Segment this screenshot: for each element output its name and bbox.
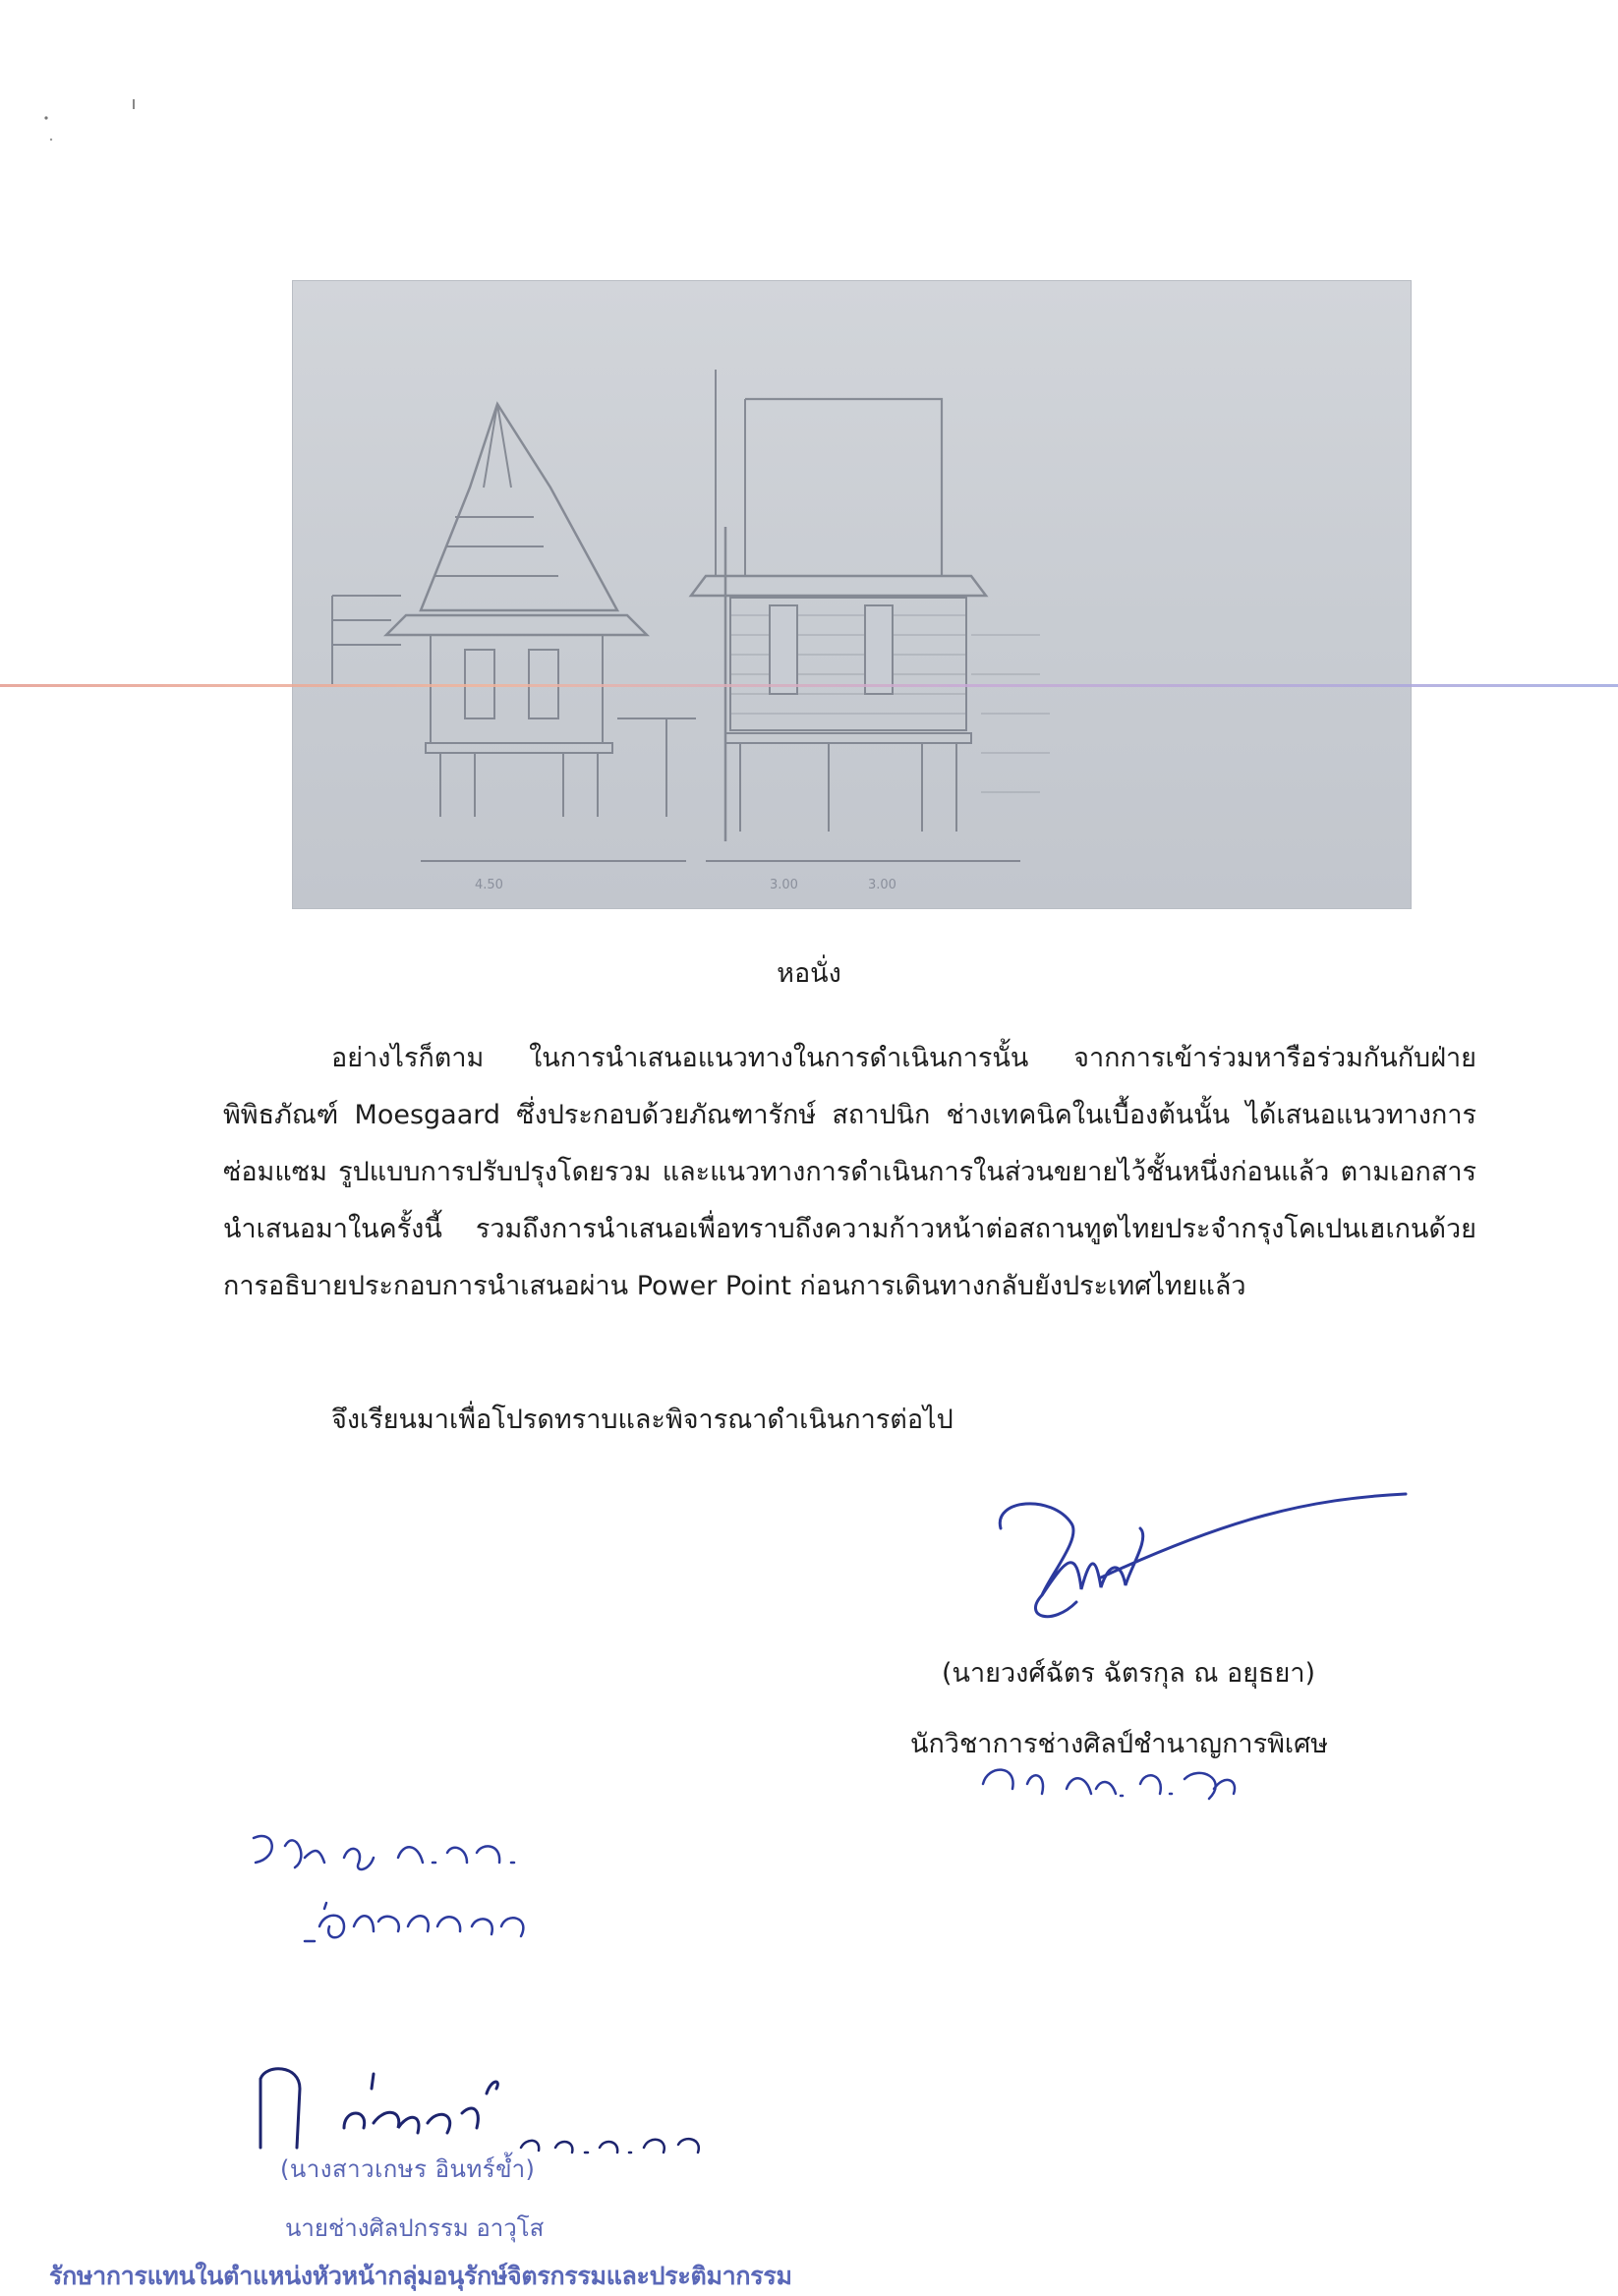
body-paragraph bbox=[223, 1030, 1476, 1315]
approver-name: (นางสาวเกษร อินทร์ข้ำ) bbox=[280, 2155, 536, 2183]
pavilion-sketch-photo bbox=[292, 280, 1412, 909]
signatory-position: นักวิชาการช่างศิลป์ชำนาญการพิเศษ bbox=[910, 1729, 1329, 1759]
signatory-handwritten-date bbox=[973, 1754, 1248, 1813]
pavilion-elevation-drawing bbox=[293, 281, 1411, 908]
handwritten-endorsement-note bbox=[236, 1818, 649, 1966]
sketch-label-dimension-1: 4.50 bbox=[475, 878, 503, 892]
approver-position: นายช่างศิลปกรรม อาวุโส bbox=[285, 2214, 545, 2242]
approver-acting-title-stamp: รักษาการแทนในตำแหน่งหัวหน้ากลุ่มอนุรักษ์จิตรกรรมและประติมากรรม bbox=[49, 2262, 792, 2290]
sketch-label-dimension-3: 3.00 bbox=[868, 878, 896, 892]
scan-specks bbox=[0, 0, 197, 157]
body-paragraph-text: อย่างไรก็ตาม ในการนำเสนอแนวทางในการดำเนินการนั้น จากการเข้าร่วมหารือร่วมกันกับฝ่ายพิพิธภัณฑ์ Moesgaard ซึ่งประกอบด้วยภัณฑารักษ์ สถาปนิก ช่างเทคนิคในเบื้องต้นนั้น ได้เสนอแนวทางการซ่อมแซม รูปแบบการปรับปรุงโดยรวม และแนวทางการดำเนินการในส่วนขยายไว้ชั้นหนึ่งก่อนแล้ว ตามเอกสารนำเสนอมาในครั้งนี้ รวมถึงการนำเสนอเพื่อทราบถึงความก้าวหน้าต่อสถานทูตไทยประจำกรุงโคเปนเฮเกนด้วย การอธิบายประกอบการนำเสนอผ่าน Power Point ก่อนการเดินทางกลับยังประเทศไทยแล้ว bbox=[223, 1043, 1476, 1301]
closing-line: จึงเรียนมาเพื่อโปรดทราบและพิจารณาดำเนินการต่อไป bbox=[331, 1405, 953, 1435]
figure-caption: หอนั่ง bbox=[777, 958, 841, 989]
scanner-artifact-line bbox=[0, 684, 1618, 687]
signature-wongchat bbox=[983, 1479, 1416, 1651]
signatory-name: (นายวงศ์ฉัตร ฉัตรกุล ณ อยุธยา) bbox=[942, 1658, 1316, 1689]
sketch-label-dimension-2: 3.00 bbox=[770, 878, 798, 892]
signature-kesorn bbox=[246, 2054, 718, 2162]
